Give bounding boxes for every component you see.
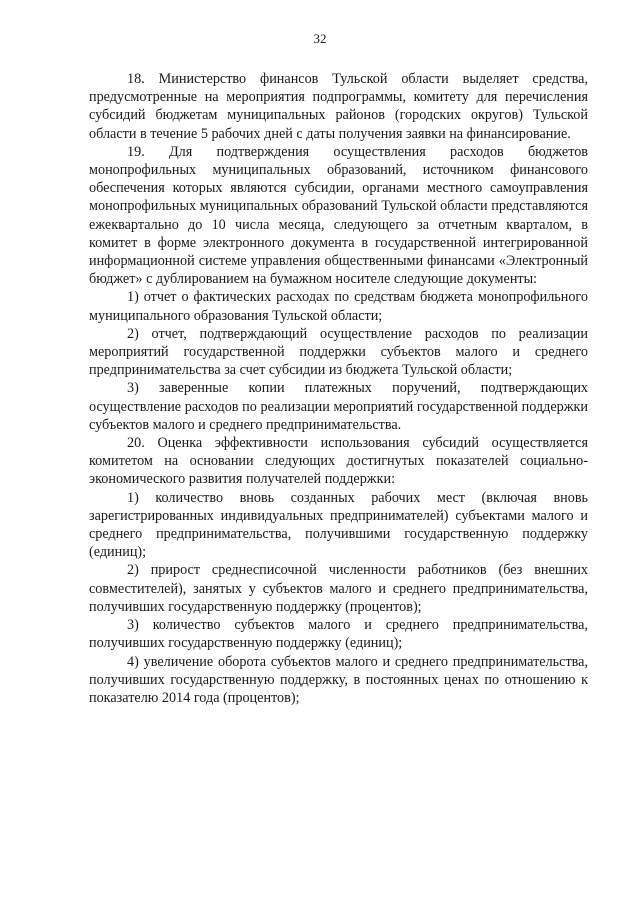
- paragraph-20: 20. Оценка эффективности использования субсидий осуществляется комитетом на основании следующих достигнутых показателей социально-экономического развития получателей поддержки:: [89, 435, 588, 488]
- paragraph-20-item-1: 1) количество вновь созданных рабочих мест (включая вновь зарегистрированных индивидуальных предпринимателей) субъектами малого и среднего предпринимательства, получившими государственную поддержку (единиц);: [89, 489, 588, 561]
- paragraph-19: 19. Для подтверждения осуществления расходов бюджетов монопрофильных муниципальных образований, источником финансового обеспечения которых являются субсидии, органами местного самоуправления монопрофильных муниципальных образований Тульской области представляются ежеквартально до 10 числа месяца, следующего за отчетным кварталом, в комитет в форме электронного документа в государственной интегрированной информационной системе управления общественными финансами «Электронный бюджет» с дублированием на бумажном носителе следующие документы:: [89, 143, 588, 288]
- document-body: [89, 70, 588, 707]
- paragraph-19-item-1: 1) отчет о фактических расходах по средствам бюджета монопрофильного муниципального образования Тульской области;: [89, 289, 588, 324]
- paragraph-19-item-3: 3) заверенные копии платежных поручений, подтверждающих осуществление расходов по реализации мероприятий государственной поддержки субъектов малого и среднего предпринимательства.: [89, 380, 588, 433]
- paragraph-20-item-4: 4) увеличение оборота субъектов малого и среднего предпринимательства, получивших государственную поддержку, в постоянных ценах по отношению к показателю 2014 года (процентов);: [89, 653, 588, 706]
- paragraph-20-item-2: 2) прирост среднесписочной численности работников (без внешних совместителей), занятых у субъектов малого и среднего предпринимательства, получивших государственную поддержку (процентов);: [89, 562, 588, 615]
- page-number: 32: [313, 31, 327, 46]
- paragraph-18: 18. Министерство финансов Тульской области выделяет средства, предусмотренные на мероприятия подпрограммы, комитету для перечисления субсидий бюджетам муниципальных районов (городских округов) Тульской области в течение 5 рабочих дней с даты получения заявки на финансирование.: [89, 71, 588, 142]
- paragraph-20-item-3: 3) количество субъектов малого и среднего предпринимательства, получивших государственную поддержку (единиц);: [89, 617, 588, 652]
- paragraph-19-item-2: 2) отчет, подтверждающий осуществление расходов по реализации мероприятий государственной поддержки субъектов малого и среднего предпринимательства за счет субсидии из бюджета Тульской области;: [89, 325, 588, 379]
